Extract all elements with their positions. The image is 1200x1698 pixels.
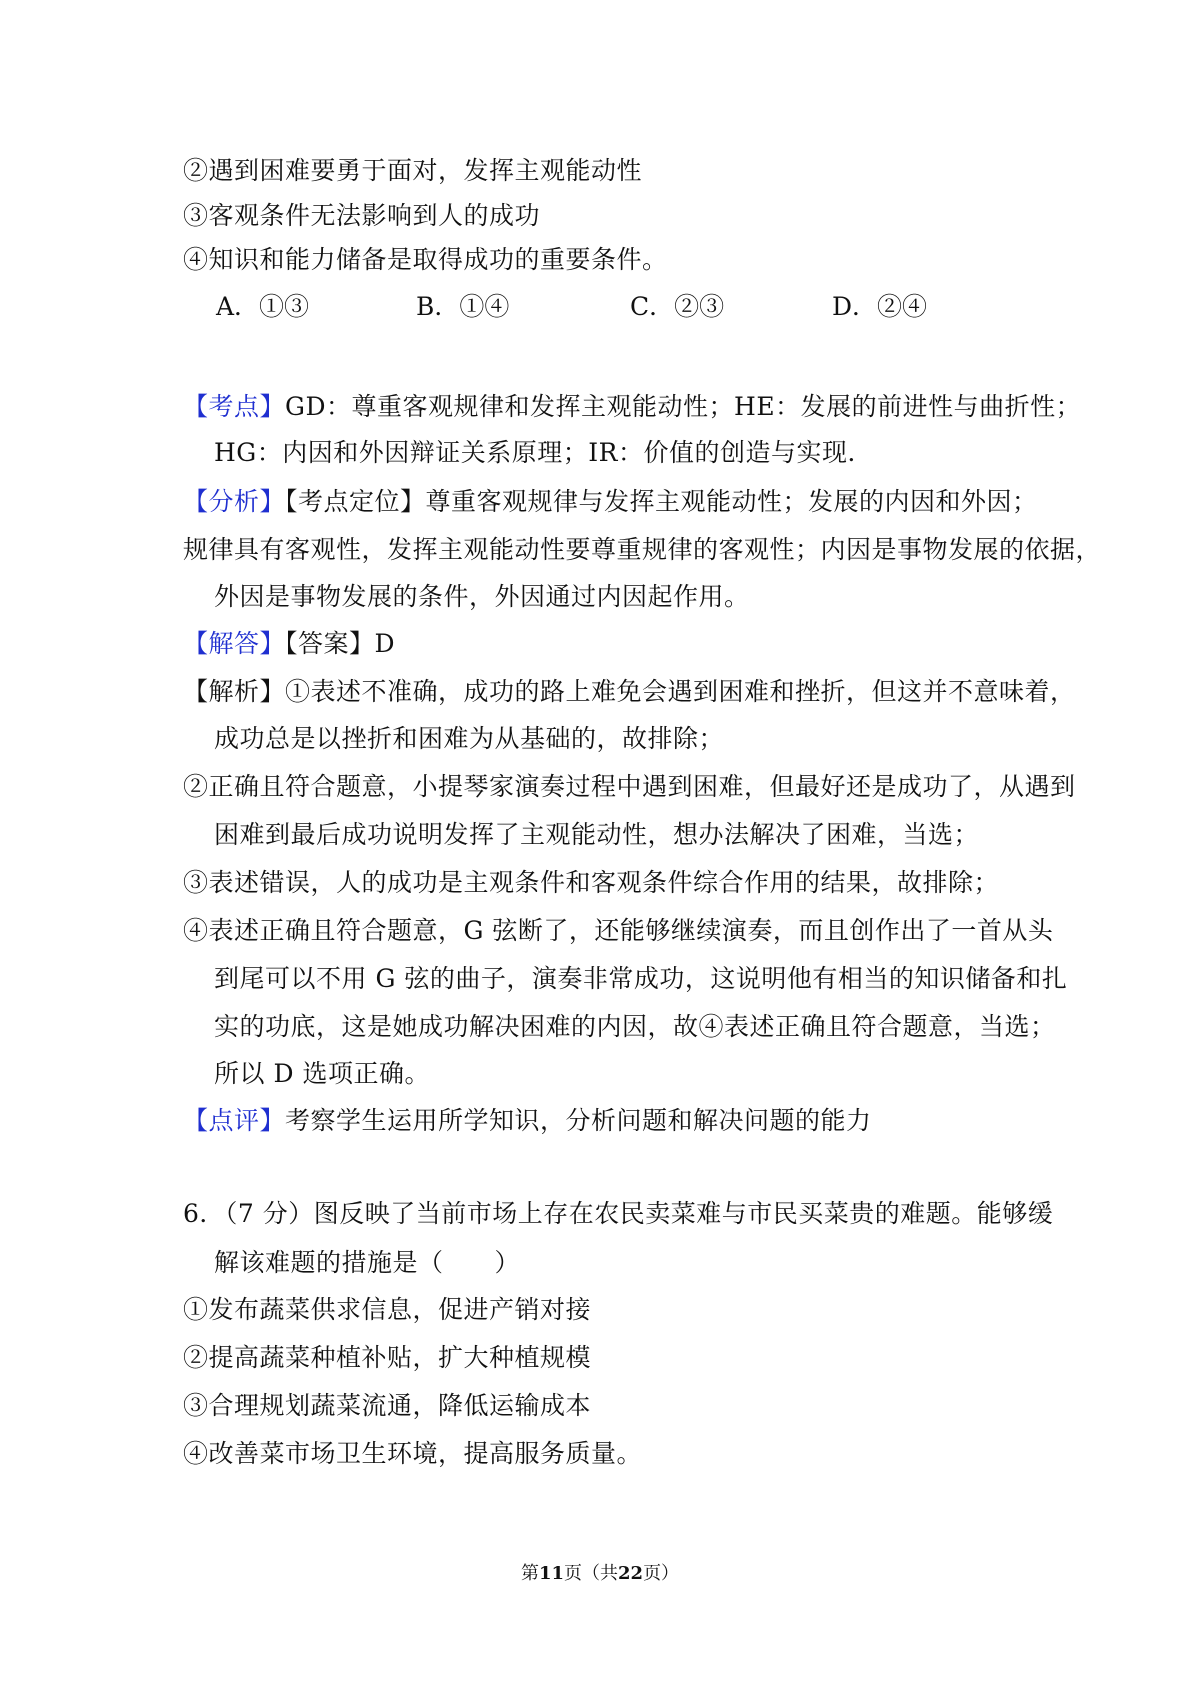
jiexi-line-9: 所以 D 选项正确。 [214, 1059, 430, 1088]
kaodian-text: GD：尊重客观规律和发挥主观能动性；HE：发展的前进性与曲折性； [285, 392, 1082, 421]
q5-option-c: C．②③ [630, 292, 725, 321]
dianping-line [183, 1104, 872, 1138]
q6-stem-line-1: 6．（7 分）图反映了当前市场上存在农民卖菜难与市民买菜贵的难题。能够缓 [183, 1199, 1054, 1228]
q5-option-a: A．①③ [216, 292, 310, 321]
q5-item-2: ②遇到困难要勇于面对，发挥主观能动性 [183, 156, 643, 185]
q6-stem-line-2: 解该难题的措施是（ ） [214, 1248, 521, 1277]
jiexi-line-5: ③表述错误，人的成功是主观条件和客观条件综合作用的结果，故排除； [183, 868, 1000, 897]
jieda-text: 【答案】D [285, 629, 396, 658]
fenxi-line-1 [183, 485, 1038, 519]
jiexi-line-2: 成功总是以挫折和困难为从基础的，故排除； [214, 724, 725, 753]
jiexi-line-3: ②正确且符合题意，小提琴家演奏过程中遇到困难，但最好还是成功了，从遇到 [183, 772, 1076, 801]
jiexi-line-8: 实的功底，这是她成功解决困难的内因，故④表述正确且符合题意，当选； [214, 1012, 1056, 1041]
jiexi-line-7: 到尾可以不用 G 弦的曲子，演奏非常成功，这说明他有相当的知识储备和扎 [214, 964, 1068, 993]
fenxi-line-3: 外因是事物发展的条件，外因通过内因起作用。 [214, 582, 750, 611]
fenxi-text: 【考点定位】尊重客观规律与发挥主观能动性；发展的内因和外因； [285, 487, 1038, 516]
jieda-tag: 【解答】 [183, 629, 286, 658]
kaodian-line-1 [183, 390, 1081, 424]
q6-item-4: ④改善菜市场卫生环境，提高服务质量。 [183, 1439, 643, 1468]
footer-middle: 页（共 [564, 1563, 618, 1584]
jiexi-line-1: 【解析】①表述不准确，成功的路上难免会遇到困难和挫折，但这并不意味着， [183, 677, 1076, 706]
footer-suffix: 页） [643, 1563, 680, 1584]
footer-prefix: 第 [520, 1563, 539, 1584]
q6-item-2: ②提高蔬菜种植补贴，扩大种植规模 [183, 1343, 592, 1372]
q5-option-d: D．②④ [832, 292, 928, 321]
jiexi-line-6: ④表述正确且符合题意，G 弦断了，还能够继续演奏，而且创作出了一首从头 [183, 916, 1054, 945]
footer-current-page: 11 [538, 1563, 564, 1584]
dianping-tag: 【点评】 [183, 1106, 286, 1135]
q5-item-3: ③客观条件无法影响到人的成功 [183, 201, 541, 230]
q5-option-b: B．①④ [416, 292, 510, 321]
fenxi-line-2: 规律具有客观性，发挥主观能动性要尊重规律的客观性；内因是事物发展的依据， [183, 535, 1102, 564]
fenxi-tag: 【分析】 [183, 487, 286, 516]
dianping-text: 考察学生运用所学知识，分析问题和解决问题的能力 [285, 1106, 872, 1135]
q6-item-3: ③合理规划蔬菜流通，降低运输成本 [183, 1391, 592, 1420]
jieda-line [183, 627, 395, 661]
footer-total-pages: 22 [618, 1563, 644, 1584]
kaodian-tag: 【考点】 [183, 392, 286, 421]
q5-item-4: ④知识和能力储备是取得成功的重要条件。 [183, 245, 668, 274]
q6-item-1: ①发布蔬菜供求信息，促进产销对接 [183, 1295, 592, 1324]
page-footer [0, 1562, 1200, 1586]
kaodian-line-2: HG：内因和外因辩证关系原理；IR：价值的创造与实现． [214, 438, 873, 467]
jiexi-line-4: 困难到最后成功说明发挥了主观能动性，想办法解决了困难，当选； [214, 820, 980, 849]
